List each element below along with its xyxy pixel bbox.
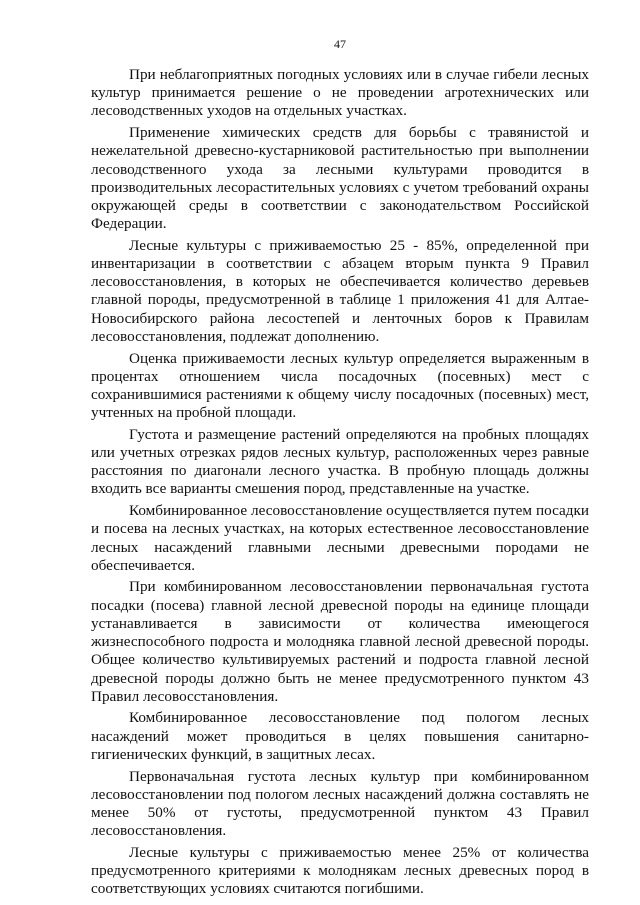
- paragraph: Густота и размещение растений определяются на пробных площадях или учетных отрезках рядов лесных культур, расположенных через равные расстояния по диагонали лесного участка. В пробную площадь должны входить все варианты смешения пород, представленные на участке.: [91, 425, 589, 498]
- paragraph: Применение химических средств для борьбы с травянистой и нежелательной древесно-кустарниковой растительностью при выполнении лесоводственного ухода за лесными культурами проводится в производительных лесорастительных условиях с учетом требований охраны окружающей среды в соответствии с законодательством Российской Федерации.: [91, 124, 589, 233]
- paragraph: Первоначальная густота лесных культур при комбинированном лесовосстановлении под пологом лесных насаждений должна составлять не менее 50% от густоты, предусмотренной пунктом 43 Правил лесовосстановления.: [91, 767, 589, 840]
- paragraph: При неблагоприятных погодных условиях или в случае гибели лесных культур принимается решение о не проведении агротехнических или лесоводственных уходов на отдельных участках.: [91, 66, 589, 120]
- paragraph: Оценка приживаемости лесных культур определяется выраженным в процентах отношением числа посадочных (посевных) мест с сохранившимися растениями к общему числу посадочных (посевных) мест, учтенных на пробной площади.: [91, 349, 589, 422]
- paragraph: Лесные культуры с приживаемостью 25 - 85%, определенной при инвентаризации в соответствии с абзацем вторым пункта 9 Правил лесовосстановления, в которых не обеспечивается количество деревьев главной породы, предусмотренной в таблице 1 приложения 41 для Алтае-Новосибирского района лесостепей и ленточных боров к Правилам лесовосстановления, подлежат дополнению.: [91, 236, 589, 345]
- page-number: 47: [334, 37, 346, 51]
- paragraph: Комбинированное лесовосстановление под пологом лесных насаждений может проводиться в целях повышения санитарно-гигиенических функций, в защитных лесах.: [91, 709, 589, 763]
- paragraph: Комбинированное лесовосстановление осуществляется путем посадки и посева на лесных участках, на которых естественное лесовосстановление лесных насаждений главными лесными древесными породами не обеспечивается.: [91, 502, 589, 574]
- paragraph: При комбинированном лесовосстановлении первоначальная густота посадки (посева) главной лесной древесной породы на единице площади устанавливается в зависимости от количества имеющегося жизнеспособного подроста и молодняка главной лесной древесной породы. Общее количество культивируемых растений и подроста главной лесной древесной породы должно быть не менее предусмотренного пунктом 43 Правил лесовосстановления.: [91, 578, 589, 705]
- document-body: [91, 66, 589, 902]
- paragraph: Лесные культуры с приживаемостью менее 25% от количества предусмотренного критериями к молоднякам лесных древесных пород в соответствующих условиях считаются погибшими.: [91, 843, 589, 898]
